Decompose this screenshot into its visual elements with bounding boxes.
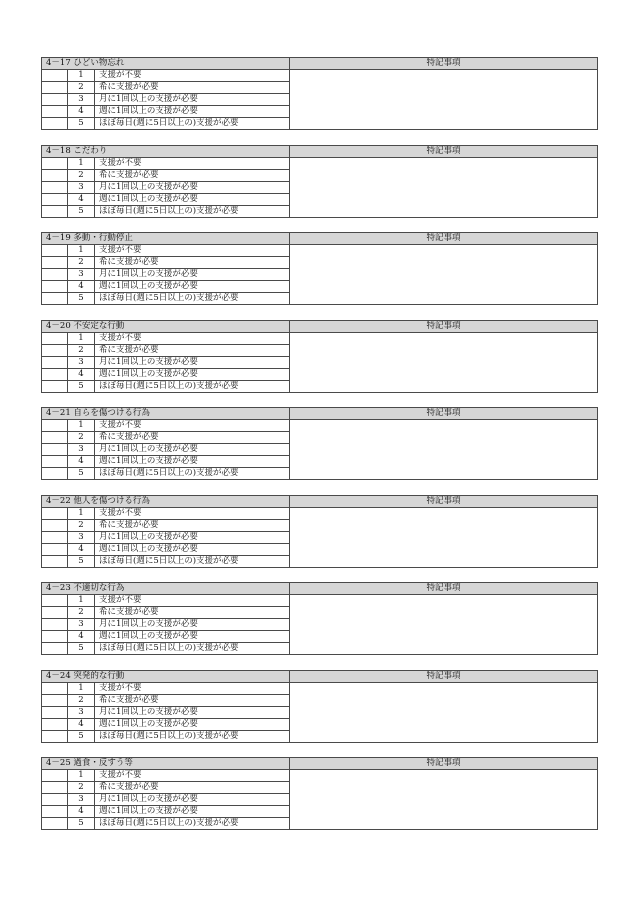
option-check-cell[interactable]: [42, 118, 68, 130]
option-check-cell[interactable]: [42, 344, 68, 356]
option-number: 2: [68, 432, 95, 444]
option-label: 月に1回以上の支援が必要: [95, 181, 290, 193]
option-number: 4: [68, 281, 95, 293]
option-number: 1: [68, 595, 95, 607]
assessment-item-table: [41, 757, 598, 830]
assessment-item-section: [41, 320, 597, 398]
option-check-cell[interactable]: [42, 82, 68, 94]
option-check-cell[interactable]: [42, 169, 68, 181]
option-check-cell[interactable]: [42, 193, 68, 205]
option-check-cell[interactable]: [42, 694, 68, 706]
option-check-cell[interactable]: [42, 543, 68, 555]
assessment-item-table: [41, 582, 598, 655]
option-check-cell[interactable]: [42, 619, 68, 631]
item-title: 4－19 多動・行動停止: [42, 233, 290, 245]
option-check-cell[interactable]: [42, 281, 68, 293]
option-check-cell[interactable]: [42, 106, 68, 118]
option-label: 週に1回以上の支援が必要: [95, 106, 290, 118]
assessment-item-section: [41, 57, 597, 135]
item-title: 4－20 不安定な行動: [42, 320, 290, 332]
option-check-cell[interactable]: [42, 245, 68, 257]
option-check-cell[interactable]: [42, 607, 68, 619]
option-label: 月に1回以上の支援が必要: [95, 706, 290, 718]
option-number: 3: [68, 706, 95, 718]
option-check-cell[interactable]: [42, 555, 68, 567]
option-check-cell[interactable]: [42, 420, 68, 432]
assessment-item-table: [41, 320, 598, 393]
option-number: 1: [68, 420, 95, 432]
option-check-cell[interactable]: [42, 456, 68, 468]
option-label: 支援が不要: [95, 770, 290, 782]
option-label: 希に支援が必要: [95, 519, 290, 531]
option-number: 1: [68, 245, 95, 257]
special-notes-header: 特記事項: [290, 233, 598, 245]
option-label: 週に1回以上の支援が必要: [95, 806, 290, 818]
assessment-item-section: [41, 495, 597, 573]
option-check-cell[interactable]: [42, 595, 68, 607]
option-check-cell[interactable]: [42, 818, 68, 830]
assessment-item-section: [41, 582, 597, 660]
special-notes-header: 特記事項: [290, 145, 598, 157]
option-label: 週に1回以上の支援が必要: [95, 456, 290, 468]
option-label: 月に1回以上の支援が必要: [95, 794, 290, 806]
option-number: 3: [68, 531, 95, 543]
option-label: 週に1回以上の支援が必要: [95, 543, 290, 555]
option-check-cell[interactable]: [42, 257, 68, 269]
option-row: [42, 595, 598, 607]
special-notes-header: 特記事項: [290, 320, 598, 332]
assessment-item-table: [41, 145, 598, 218]
option-number: 5: [68, 468, 95, 480]
item-title: 4－22 他人を傷つける行為: [42, 495, 290, 507]
option-number: 3: [68, 619, 95, 631]
special-notes-field[interactable]: [290, 420, 598, 480]
option-number: 3: [68, 181, 95, 193]
option-number: 4: [68, 368, 95, 380]
assessment-item-section: [41, 757, 597, 835]
option-number: 4: [68, 631, 95, 643]
option-check-cell[interactable]: [42, 380, 68, 392]
option-number: 1: [68, 332, 95, 344]
option-check-cell[interactable]: [42, 682, 68, 694]
option-number: 2: [68, 519, 95, 531]
option-label: 月に1回以上の支援が必要: [95, 94, 290, 106]
option-check-cell[interactable]: [42, 706, 68, 718]
option-check-cell[interactable]: [42, 730, 68, 742]
option-label: 支援が不要: [95, 157, 290, 169]
option-label: 月に1回以上の支援が必要: [95, 269, 290, 281]
option-row: [42, 332, 598, 344]
option-label: 希に支援が必要: [95, 432, 290, 444]
option-label: 月に1回以上の支援が必要: [95, 356, 290, 368]
special-notes-field[interactable]: [290, 245, 598, 305]
option-label: 支援が不要: [95, 70, 290, 82]
option-check-cell[interactable]: [42, 368, 68, 380]
option-row: [42, 70, 598, 82]
special-notes-header: 特記事項: [290, 583, 598, 595]
option-number: 4: [68, 718, 95, 730]
special-notes-field[interactable]: [290, 507, 598, 567]
option-number: 2: [68, 607, 95, 619]
option-row: [42, 245, 598, 257]
option-check-cell[interactable]: [42, 507, 68, 519]
option-number: 4: [68, 806, 95, 818]
item-title: 4－18 こだわり: [42, 145, 290, 157]
special-notes-field[interactable]: [290, 770, 598, 830]
option-number: 5: [68, 118, 95, 130]
item-title: 4－21 自らを傷つける行為: [42, 408, 290, 420]
option-check-cell[interactable]: [42, 631, 68, 643]
option-label: 支援が不要: [95, 332, 290, 344]
special-notes-header: 特記事項: [290, 408, 598, 420]
option-check-cell[interactable]: [42, 432, 68, 444]
option-label: ほぼ毎日(週に5日以上の)支援が必要: [95, 380, 290, 392]
assessment-item-section: [41, 670, 597, 748]
option-label: ほぼ毎日(週に5日以上の)支援が必要: [95, 643, 290, 655]
option-label: 週に1回以上の支援が必要: [95, 193, 290, 205]
option-label: 週に1回以上の支援が必要: [95, 281, 290, 293]
option-check-cell[interactable]: [42, 519, 68, 531]
option-number: 1: [68, 157, 95, 169]
option-number: 1: [68, 682, 95, 694]
option-number: 4: [68, 106, 95, 118]
option-label: 希に支援が必要: [95, 782, 290, 794]
option-number: 4: [68, 193, 95, 205]
option-label: ほぼ毎日(週に5日以上の)支援が必要: [95, 118, 290, 130]
option-number: 2: [68, 82, 95, 94]
option-check-cell[interactable]: [42, 70, 68, 82]
option-check-cell[interactable]: [42, 806, 68, 818]
option-number: 3: [68, 94, 95, 106]
option-label: 週に1回以上の支援が必要: [95, 631, 290, 643]
option-number: 5: [68, 730, 95, 742]
option-label: 支援が不要: [95, 245, 290, 257]
option-row: [42, 420, 598, 432]
option-number: 2: [68, 344, 95, 356]
option-number: 3: [68, 794, 95, 806]
option-label: 希に支援が必要: [95, 257, 290, 269]
option-label: ほぼ毎日(週に5日以上の)支援が必要: [95, 205, 290, 217]
special-notes-field[interactable]: [290, 157, 598, 217]
option-label: ほぼ毎日(週に5日以上の)支援が必要: [95, 730, 290, 742]
option-label: 支援が不要: [95, 595, 290, 607]
assessment-form: [41, 57, 597, 845]
option-label: 週に1回以上の支援が必要: [95, 368, 290, 380]
assessment-item-table: [41, 495, 598, 568]
option-check-cell[interactable]: [42, 794, 68, 806]
option-number: 3: [68, 444, 95, 456]
option-number: 1: [68, 507, 95, 519]
assessment-item-section: [41, 145, 597, 223]
option-number: 2: [68, 257, 95, 269]
special-notes-field[interactable]: [290, 332, 598, 392]
option-label: 支援が不要: [95, 682, 290, 694]
option-check-cell[interactable]: [42, 782, 68, 794]
option-label: 希に支援が必要: [95, 694, 290, 706]
option-label: 支援が不要: [95, 507, 290, 519]
option-check-cell[interactable]: [42, 293, 68, 305]
option-label: 支援が不要: [95, 420, 290, 432]
option-number: 4: [68, 456, 95, 468]
special-notes-field[interactable]: [290, 595, 598, 655]
option-label: 月に1回以上の支援が必要: [95, 619, 290, 631]
option-label: 希に支援が必要: [95, 344, 290, 356]
assessment-item-table: [41, 57, 598, 130]
special-notes-header: 特記事項: [290, 58, 598, 70]
special-notes-field[interactable]: [290, 70, 598, 130]
option-number: 5: [68, 293, 95, 305]
option-check-cell[interactable]: [42, 468, 68, 480]
option-check-cell[interactable]: [42, 718, 68, 730]
option-label: ほぼ毎日(週に5日以上の)支援が必要: [95, 293, 290, 305]
option-number: 1: [68, 70, 95, 82]
option-number: 5: [68, 380, 95, 392]
option-number: 2: [68, 782, 95, 794]
option-row: [42, 682, 598, 694]
option-number: 5: [68, 205, 95, 217]
assessment-item-section: [41, 232, 597, 310]
assessment-item-table: [41, 232, 598, 305]
item-title: 4－24 突発的な行動: [42, 670, 290, 682]
option-label: 月に1回以上の支援が必要: [95, 531, 290, 543]
special-notes-header: 特記事項: [290, 670, 598, 682]
option-check-cell[interactable]: [42, 531, 68, 543]
option-check-cell[interactable]: [42, 157, 68, 169]
special-notes-header: 特記事項: [290, 758, 598, 770]
option-label: 月に1回以上の支援が必要: [95, 444, 290, 456]
option-label: ほぼ毎日(週に5日以上の)支援が必要: [95, 468, 290, 480]
option-label: 希に支援が必要: [95, 169, 290, 181]
item-title: 4－25 過食・反すう等: [42, 758, 290, 770]
option-number: 4: [68, 543, 95, 555]
option-row: [42, 507, 598, 519]
option-row: [42, 770, 598, 782]
option-label: 希に支援が必要: [95, 82, 290, 94]
option-check-cell[interactable]: [42, 181, 68, 193]
option-number: 5: [68, 555, 95, 567]
option-check-cell[interactable]: [42, 332, 68, 344]
option-row: [42, 157, 598, 169]
option-check-cell[interactable]: [42, 205, 68, 217]
option-number: 5: [68, 643, 95, 655]
option-check-cell[interactable]: [42, 643, 68, 655]
option-number: 2: [68, 694, 95, 706]
assessment-item-table: [41, 407, 598, 480]
option-number: 1: [68, 770, 95, 782]
option-label: ほぼ毎日(週に5日以上の)支援が必要: [95, 818, 290, 830]
assessment-item-table: [41, 670, 598, 743]
option-number: 5: [68, 818, 95, 830]
special-notes-field[interactable]: [290, 682, 598, 742]
option-check-cell[interactable]: [42, 356, 68, 368]
option-check-cell[interactable]: [42, 94, 68, 106]
special-notes-header: 特記事項: [290, 495, 598, 507]
item-title: 4－17 ひどい物忘れ: [42, 58, 290, 70]
assessment-item-section: [41, 407, 597, 485]
option-number: 3: [68, 269, 95, 281]
option-label: 希に支援が必要: [95, 607, 290, 619]
option-number: 3: [68, 356, 95, 368]
option-check-cell[interactable]: [42, 770, 68, 782]
option-check-cell[interactable]: [42, 269, 68, 281]
option-label: 週に1回以上の支援が必要: [95, 718, 290, 730]
item-title: 4－23 不適切な行為: [42, 583, 290, 595]
option-number: 2: [68, 169, 95, 181]
option-check-cell[interactable]: [42, 444, 68, 456]
option-label: ほぼ毎日(週に5日以上の)支援が必要: [95, 555, 290, 567]
